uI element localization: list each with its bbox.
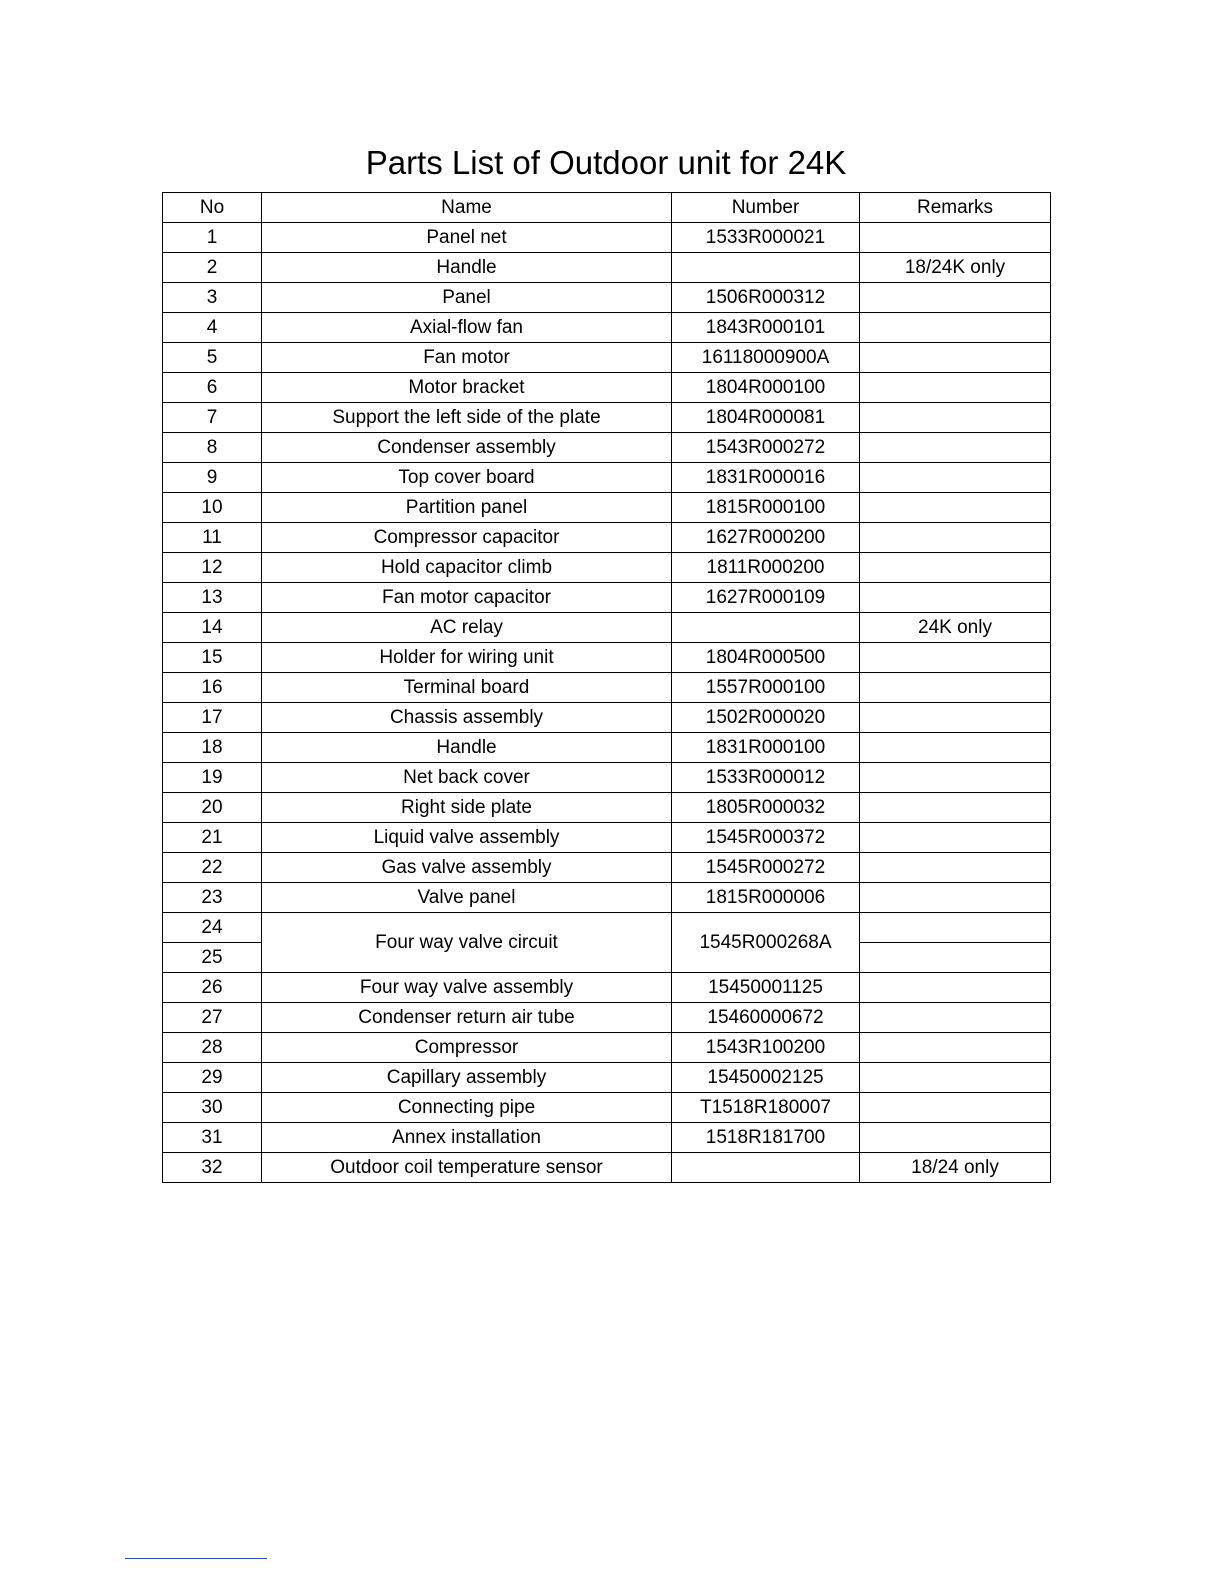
cell-name: Panel [262,283,672,313]
cell-no: 22 [163,853,262,883]
cell-number: 1804R000081 [672,403,860,433]
cell-number: 1545R000372 [672,823,860,853]
cell-name: Hold capacitor climb [262,553,672,583]
table-body-merged [163,913,1051,973]
cell-number [672,253,860,283]
cell-no: 26 [163,973,262,1003]
table-row [163,883,1051,913]
cell-no: 3 [163,283,262,313]
cell-no: 21 [163,823,262,853]
cell-number: 1805R000032 [672,793,860,823]
cell-number: 1518R181700 [672,1123,860,1153]
cell-name: Partition panel [262,493,672,523]
cell-remarks: 24K only [860,613,1051,643]
table-row [163,733,1051,763]
cell-remarks [860,463,1051,493]
cell-number: 1815R000006 [672,883,860,913]
cell-no: 15 [163,643,262,673]
cell-number: 1627R000200 [672,523,860,553]
cell-no: 20 [163,793,262,823]
table-row [163,1153,1051,1183]
cell-remarks [860,553,1051,583]
cell-number: 1815R000100 [672,493,860,523]
cell-remarks [860,583,1051,613]
table-row [163,253,1051,283]
cell-remarks [860,733,1051,763]
cell-remarks [860,763,1051,793]
cell-remarks [860,343,1051,373]
cell-no: 16 [163,673,262,703]
cell-name: Motor bracket [262,373,672,403]
cell-no: 28 [163,1033,262,1063]
cell-remarks [860,1003,1051,1033]
table-row [163,673,1051,703]
cell-no: 2 [163,253,262,283]
cell-name: Capillary assembly [262,1063,672,1093]
table-row [163,1063,1051,1093]
cell-remarks [860,883,1051,913]
table-row [163,493,1051,523]
cell-name: Top cover board [262,463,672,493]
cell-no: 4 [163,313,262,343]
table-row [163,1033,1051,1063]
header-number: Number [672,193,860,223]
cell-number: 1543R100200 [672,1033,860,1063]
cell-number: 1545R000272 [672,853,860,883]
cell-no: 30 [163,1093,262,1123]
cell-no: 6 [163,373,262,403]
table-row [163,1123,1051,1153]
cell-remarks [860,1063,1051,1093]
table-row [163,913,1051,943]
cell-remarks [860,523,1051,553]
table-row [163,973,1051,1003]
cell-remarks [860,913,1051,943]
table-row [163,613,1051,643]
table-row [163,1003,1051,1033]
cell-name: Handle [262,253,672,283]
cell-number: 1831R000100 [672,733,860,763]
cell-number: 1627R000109 [672,583,860,613]
cell-no: 7 [163,403,262,433]
table-row [163,463,1051,493]
table-header-row [163,193,1051,223]
cell-number: 1506R000312 [672,283,860,313]
cell-name: AC relay [262,613,672,643]
cell-number: 1533R000021 [672,223,860,253]
cell-no: 24 [163,913,262,943]
cell-remarks [860,433,1051,463]
cell-name: Terminal board [262,673,672,703]
table-row [163,433,1051,463]
cell-name: Right side plate [262,793,672,823]
cell-remarks [860,283,1051,313]
cell-remarks [860,373,1051,403]
cell-no: 9 [163,463,262,493]
cell-no: 8 [163,433,262,463]
cell-no: 31 [163,1123,262,1153]
cell-no: 1 [163,223,262,253]
cell-name: Valve panel [262,883,672,913]
cell-number: 1831R000016 [672,463,860,493]
table-row [163,823,1051,853]
cell-name: Annex installation [262,1123,672,1153]
table-row [163,583,1051,613]
cell-name: Fan motor capacitor [262,583,672,613]
cell-remarks [860,403,1051,433]
cell-no: 25 [163,943,262,973]
cell-name: Connecting pipe [262,1093,672,1123]
cell-remarks [860,1093,1051,1123]
cell-remarks [860,493,1051,523]
cell-no: 10 [163,493,262,523]
cell-remarks [860,823,1051,853]
cell-number: 16118000900A [672,343,860,373]
cell-remarks [860,703,1051,733]
cell-no: 17 [163,703,262,733]
cell-number: 15450001125 [672,973,860,1003]
table-row [163,643,1051,673]
footer-divider [125,1558,267,1559]
cell-name: Four way valve assembly [262,973,672,1003]
table-row [163,793,1051,823]
cell-no: 13 [163,583,262,613]
cell-number: 1811R000200 [672,553,860,583]
cell-no: 29 [163,1063,262,1093]
cell-name: Condenser return air tube [262,1003,672,1033]
table-row [163,853,1051,883]
cell-number: T1518R180007 [672,1093,860,1123]
header-name: Name [262,193,672,223]
cell-remarks [860,793,1051,823]
table-row [163,553,1051,583]
cell-number [672,613,860,643]
cell-name: Condenser assembly [262,433,672,463]
cell-number: 1502R000020 [672,703,860,733]
cell-name: Net back cover [262,763,672,793]
table-row [163,763,1051,793]
header-remarks: Remarks [860,193,1051,223]
cell-no: 19 [163,763,262,793]
table-row [163,1093,1051,1123]
cell-remarks [860,973,1051,1003]
cell-number [672,1153,860,1183]
cell-name: Chassis assembly [262,703,672,733]
cell-number: 1804R000500 [672,643,860,673]
table-row [163,703,1051,733]
header-no: No [163,193,262,223]
cell-no: 18 [163,733,262,763]
cell-no: 11 [163,523,262,553]
cell-name: Compressor [262,1033,672,1063]
cell-no: 32 [163,1153,262,1183]
cell-no: 27 [163,1003,262,1033]
cell-remarks [860,1123,1051,1153]
table-body-bottom [163,973,1051,1183]
cell-number: 15450002125 [672,1063,860,1093]
cell-number: 1545R000268A [672,913,860,973]
table-row [163,343,1051,373]
cell-name: Outdoor coil temperature sensor [262,1153,672,1183]
table-row [163,403,1051,433]
cell-no: 12 [163,553,262,583]
cell-no: 5 [163,343,262,373]
table-row [163,373,1051,403]
cell-number: 1843R000101 [672,313,860,343]
cell-name: Holder for wiring unit [262,643,672,673]
cell-number: 15460000672 [672,1003,860,1033]
cell-name: Support the left side of the plate [262,403,672,433]
cell-number: 1557R000100 [672,673,860,703]
table-row [163,313,1051,343]
cell-number: 1533R000012 [672,763,860,793]
cell-number: 1543R000272 [672,433,860,463]
cell-remarks [860,643,1051,673]
table-row [163,283,1051,313]
cell-remarks [860,853,1051,883]
cell-name: Handle [262,733,672,763]
cell-remarks [860,313,1051,343]
page-title: Parts List of Outdoor unit for 24K [365,144,847,181]
cell-name: Panel net [262,223,672,253]
cell-name: Fan motor [262,343,672,373]
cell-remarks [860,943,1051,973]
table-row [163,223,1051,253]
cell-remarks [860,223,1051,253]
cell-number: 1804R000100 [672,373,860,403]
cell-name: Four way valve circuit [262,913,672,973]
table-row [163,523,1051,553]
parts-table [162,192,1051,1183]
cell-remarks [860,673,1051,703]
cell-no: 23 [163,883,262,913]
cell-remarks [860,1033,1051,1063]
cell-name: Axial-flow fan [262,313,672,343]
cell-remarks: 18/24K only [860,253,1051,283]
cell-name: Gas valve assembly [262,853,672,883]
table-body-top [163,223,1051,913]
cell-name: Liquid valve assembly [262,823,672,853]
cell-name: Compressor capacitor [262,523,672,553]
cell-no: 14 [163,613,262,643]
cell-remarks: 18/24 only [860,1153,1051,1183]
